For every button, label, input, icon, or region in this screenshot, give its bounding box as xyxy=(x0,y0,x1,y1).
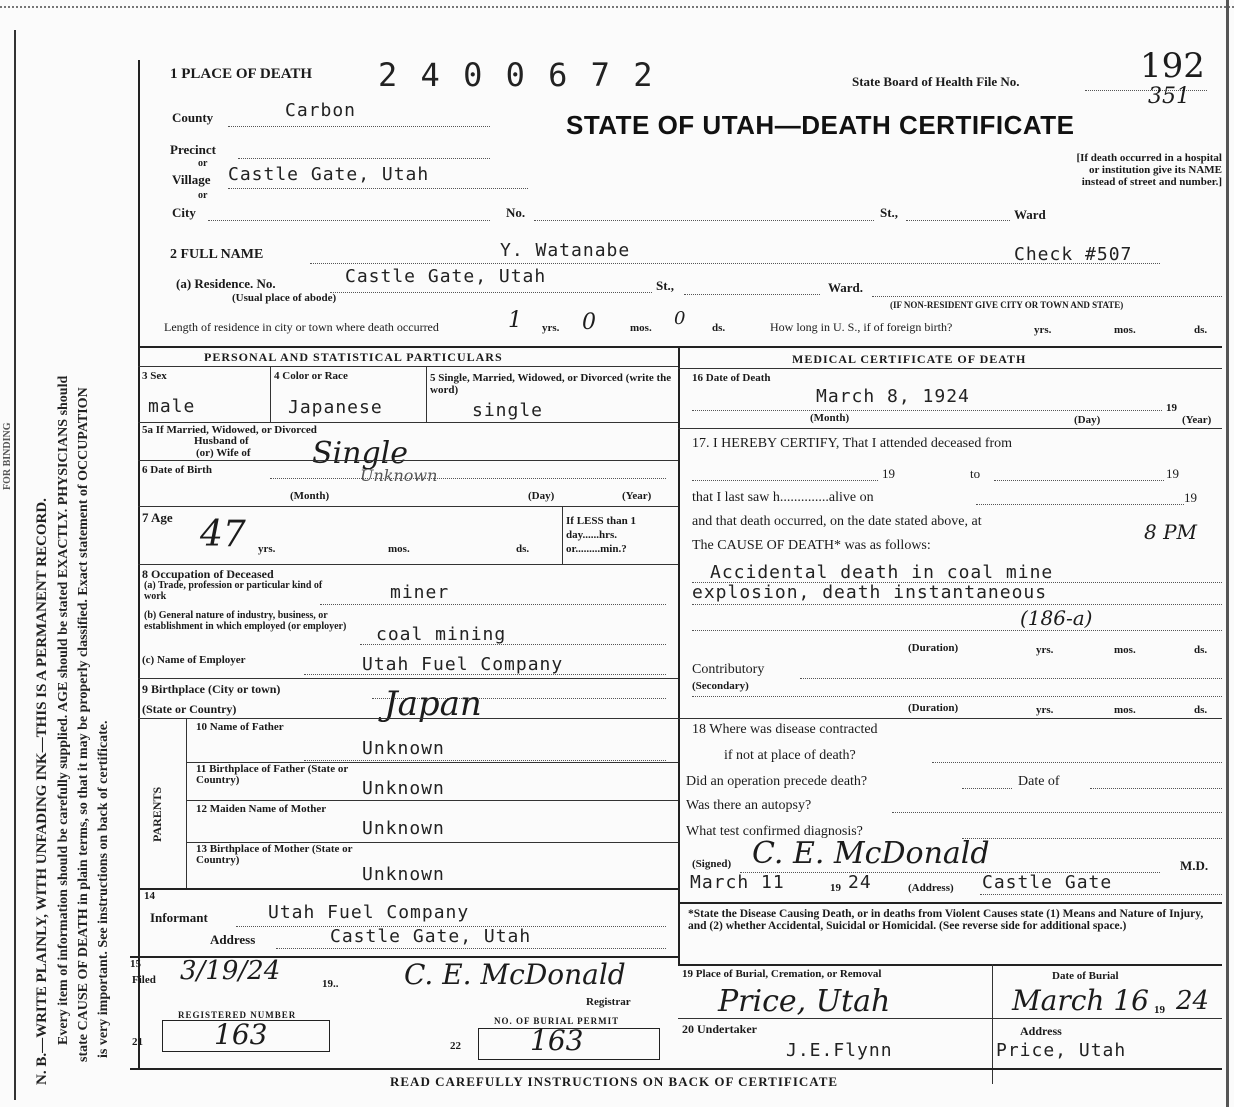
city-line xyxy=(208,220,490,221)
how-long-us-label: How long in U. S., if of foreign birth? xyxy=(770,320,953,334)
duration-mos-1: mos. xyxy=(1114,644,1136,656)
undertaker-value: J.E.Flynn xyxy=(786,1040,893,1061)
dob-value: Unknown xyxy=(360,466,438,485)
dod-year-label: (Year) xyxy=(1182,414,1212,426)
row11-rule xyxy=(186,800,678,801)
informant-address-line xyxy=(276,948,666,949)
filed-19-label: 19.. xyxy=(322,978,339,990)
burial-date-year: 24 xyxy=(1176,986,1210,1016)
length-mos-label: mos. xyxy=(630,322,652,334)
file-no-value-2: 351 xyxy=(1148,84,1190,109)
footer-rule xyxy=(130,1068,1222,1070)
length-mos-value: 0 xyxy=(582,310,596,335)
age-yrs-label: yrs. xyxy=(258,543,276,555)
city-label: City xyxy=(172,205,196,220)
certify-to-line xyxy=(994,480,1164,481)
signed-date: March 11 xyxy=(690,872,785,893)
duration-ds-2: ds. xyxy=(1194,704,1208,716)
file-no-label: State Board of Health File No. xyxy=(852,74,1020,89)
violent-causes-footnote: *State the Disease Causing Death, or in deaths from Violent Causes state (1) Means and Nature of Injury, and (2) whether Accidental, Suicidal or Homicidal. (See reverse side for additional space.) xyxy=(688,908,1204,932)
us-ds-label: ds. xyxy=(1194,324,1208,336)
industry-value: coal mining xyxy=(376,624,507,645)
secondary-label: (Secondary) xyxy=(692,680,749,692)
footer-instructions: READ CAREFULLY INSTRUCTIONS ON BACK OF CERTIFICATE xyxy=(390,1074,839,1089)
county-line xyxy=(228,126,490,127)
burial-place-label: 19 Place of Burial, Cremation, or Removal xyxy=(682,968,882,980)
date-of-death-label: 16 Date of Death xyxy=(692,372,771,384)
row8-rule xyxy=(138,678,678,679)
file-no-value: 192 xyxy=(1140,46,1205,86)
autopsy-line xyxy=(892,812,1222,813)
personal-section-title: PERSONAL AND STATISTICAL PARTICULARS xyxy=(204,350,503,364)
grid-left-rule xyxy=(138,60,140,1070)
precinct-line xyxy=(238,158,490,159)
father-value: Unknown xyxy=(362,738,445,759)
trade-label: (a) Trade, profession or particular kind of work xyxy=(144,580,323,602)
burial-place-value: Price, Utah xyxy=(718,984,891,1019)
length-yrs-label: yrs. xyxy=(542,322,560,334)
parents-label: PARENTS xyxy=(150,786,164,842)
row3-rule xyxy=(138,422,678,423)
row6-rule xyxy=(138,506,678,507)
no-line xyxy=(534,220,874,221)
race-value: Japanese xyxy=(288,397,383,418)
signed-19: 19 xyxy=(830,882,841,894)
residence-ward-label: Ward. xyxy=(828,280,864,295)
mother-label: 12 Maiden Name of Mother xyxy=(196,803,327,815)
md-label: M.D. xyxy=(1180,858,1209,873)
ward-label: Ward xyxy=(1014,207,1046,222)
residence-value: Castle Gate, Utah xyxy=(345,266,547,287)
place-of-death-label: 1 PLACE OF DEATH xyxy=(170,66,313,82)
row7-rule xyxy=(138,564,678,565)
duration-ds-1: ds. xyxy=(1194,644,1208,656)
medical-row16-rule xyxy=(678,428,1222,429)
length-ds-label: ds. xyxy=(712,322,726,334)
length-of-residence-label: Length of residence in city or town where death occurred xyxy=(164,320,439,334)
county-label: County xyxy=(172,110,214,125)
grid-top-rule xyxy=(138,346,1222,348)
burial-permit-value: 163 xyxy=(530,1024,584,1057)
side-note-2: Every item of information should be carefully supplied. AGE should be stated EXACTLY. PHYSICIANS should xyxy=(56,375,71,1045)
signed-address: Castle Gate xyxy=(982,872,1113,893)
item-22-number: 22 xyxy=(450,1040,461,1052)
signed-address-line xyxy=(980,894,1222,895)
registered-number-label: REGISTERED NUMBER xyxy=(178,1010,297,1020)
test-line xyxy=(962,838,1222,839)
duration-mos-2: mos. xyxy=(1114,704,1136,716)
dob-label: 6 Date of Birth xyxy=(142,464,212,476)
father-birthplace-value: Unknown xyxy=(362,778,445,799)
date-of-label: Date of xyxy=(1018,774,1060,789)
employer-value: Utah Fuel Company xyxy=(362,654,564,675)
spouse-label-1: 5a If Married, Widowed, or Divorced xyxy=(142,424,317,436)
certify-19b: 19 xyxy=(1166,466,1179,481)
test-question: What test confirmed diagnosis? xyxy=(686,824,863,839)
binding-note: FOR BINDING xyxy=(2,422,13,490)
q18-label-a: 18 Where was disease contracted xyxy=(692,722,878,737)
certificate-title: STATE OF UTAH—DEATH CERTIFICATE xyxy=(566,110,1075,140)
age-less-divider xyxy=(562,506,563,564)
undertaker-label: 20 Undertaker xyxy=(682,1022,757,1036)
age-label: 7 Age xyxy=(142,510,173,525)
cause-code: (186-a) xyxy=(1020,606,1093,630)
side-note-3: state CAUSE OF DEATH in plain terms, so that it may be properly classified. Exact statement of OCCUPATION xyxy=(76,387,91,1062)
or-label-2: or xyxy=(198,190,208,201)
residence-label: (a) Residence. No. xyxy=(176,276,276,291)
last-saw-line xyxy=(976,504,1184,505)
father-label: 10 Name of Father xyxy=(196,721,284,733)
row9-rule xyxy=(138,718,678,719)
side-note-4: is very important. See instructions on back of certificate. xyxy=(96,720,111,1058)
dod-19-label: 19 xyxy=(1166,402,1177,414)
marital-value: single xyxy=(472,400,544,421)
burial-date-value: March 16 xyxy=(1012,984,1149,1017)
item-21-number: 21 xyxy=(132,1036,143,1048)
precinct-label: Precinct xyxy=(170,142,216,157)
village-line xyxy=(228,188,528,189)
row5a-rule xyxy=(138,460,678,461)
spouse-value: Single xyxy=(312,436,409,471)
marital-label: 5 Single, Married, Widowed, or Divorced (write the word) xyxy=(430,372,672,396)
no-label: No. xyxy=(506,205,526,220)
residence-ward-line xyxy=(872,296,1222,297)
burial-divider xyxy=(992,964,993,1084)
trade-value: miner xyxy=(390,582,450,603)
length-ds-value: 0 xyxy=(674,308,686,329)
top-scan-edge xyxy=(0,6,1234,8)
cause-line-3-rule xyxy=(692,630,1222,631)
filed-value: 3/19/24 xyxy=(180,956,281,986)
cause-of-death-label: The CAUSE OF DEATH* was as follows: xyxy=(692,538,931,553)
operation-question: Did an operation precede death? xyxy=(686,774,868,789)
certificate-number: 2 4 0 0 6 7 2 xyxy=(378,56,655,94)
village-label: Village xyxy=(172,172,211,187)
birthplace-state-label: (State or Country) xyxy=(142,702,237,716)
q18-line xyxy=(932,762,1222,763)
usual-place-note: (Usual place of abode) xyxy=(232,292,337,304)
contributory-label: Contributory xyxy=(692,662,765,677)
certify-from-line xyxy=(692,480,878,481)
cause-line-1: Accidental death in coal mine xyxy=(710,562,1054,583)
age-value: 47 xyxy=(200,514,246,555)
date-of-line xyxy=(1090,788,1222,789)
county-value: Carbon xyxy=(285,100,357,121)
or-label-1: or xyxy=(198,158,208,169)
certify-statement: 17. I HEREBY CERTIFY, That I attended deceased from xyxy=(692,436,1013,451)
duration-label-2: (Duration) xyxy=(908,702,959,714)
side-note-1: N. B.—WRITE PLAINLY, WITH UNFADING INK—THIS IS A PERMANENT RECORD. xyxy=(34,498,50,1085)
medical-signed-rule xyxy=(678,902,1222,904)
dob-year-label: (Year) xyxy=(622,490,652,502)
father-line xyxy=(304,760,666,761)
st-label: St., xyxy=(880,205,899,220)
check-number: Check #507 xyxy=(1014,244,1133,265)
dob-line xyxy=(270,478,666,479)
left-margin-rule xyxy=(14,30,16,1100)
left-header-rule xyxy=(138,366,678,367)
informant-value: Utah Fuel Company xyxy=(268,902,470,923)
signed-label: (Signed) xyxy=(692,858,732,870)
signed-year: 24 xyxy=(848,872,872,893)
age-mos-label: mos. xyxy=(388,543,410,555)
informant-address-label: Address xyxy=(210,932,256,947)
sex-value: male xyxy=(148,396,196,417)
contributory-line-2 xyxy=(692,696,1222,697)
contributory-line xyxy=(800,678,1222,679)
residence-line xyxy=(330,292,652,293)
q18-label-b: if not at place of death? xyxy=(724,748,856,763)
employer-label: (c) Name of Employer xyxy=(142,654,246,666)
dob-month-label: (Month) xyxy=(290,490,330,502)
dod-day-label: (Day) xyxy=(1074,414,1101,426)
race-marital-divider xyxy=(426,366,427,422)
registrar-signature: C. E. McDonald xyxy=(404,958,626,991)
cause-line-2-rule xyxy=(692,604,1222,605)
residence-st-label: St., xyxy=(656,278,675,293)
parents-divider xyxy=(186,718,187,888)
mother-birthplace-label: 13 Birthplace of Mother (State or Country) xyxy=(196,843,353,866)
last-saw-label: that I last saw h..............alive on xyxy=(692,490,874,505)
date-of-death-value: March 8, 1924 xyxy=(816,386,970,407)
physician-signature: C. E. McDonald xyxy=(752,836,990,871)
village-value: Castle Gate, Utah xyxy=(228,164,430,185)
row13-rule xyxy=(138,888,678,890)
last-saw-19: 19 xyxy=(1184,490,1197,505)
occurred-label: and that death occurred, on the date stated above, at xyxy=(692,514,982,529)
item-15-number: 15 xyxy=(130,958,141,970)
duration-yrs-1: yrs. xyxy=(1036,644,1054,656)
dod-month-label: (Month) xyxy=(810,412,850,424)
medical-section-title: MEDICAL CERTIFICATE OF DEATH xyxy=(792,352,1027,366)
medical-row17-rule xyxy=(678,718,1222,719)
undertaker-address-label: Address xyxy=(1020,1024,1062,1038)
burial-date-label: Date of Burial xyxy=(1052,970,1119,982)
duration-yrs-2: yrs. xyxy=(1036,704,1054,716)
hospital-note: [If death occurred in a hospital or institution give its NAME instead of street and number.] xyxy=(1076,152,1222,188)
time-of-death: 8 PM xyxy=(1144,520,1198,544)
spouse-label-3: (or) Wife of xyxy=(196,447,251,459)
st-line xyxy=(906,220,1010,221)
undertaker-address-value: Price, Utah xyxy=(996,1040,1127,1061)
mother-value: Unknown xyxy=(362,818,445,839)
date-of-death-line xyxy=(692,410,1162,411)
occupation-label: 8 Occupation of Deceased xyxy=(142,567,274,581)
less-than-note: If LESS than 1 day......hrs. or.........min.? xyxy=(566,515,637,555)
burial-date-19: 19 xyxy=(1154,1004,1165,1016)
medical-bottom-rule xyxy=(678,964,1222,966)
right-scan-edge xyxy=(1226,0,1229,1107)
right-header-rule xyxy=(678,368,1222,369)
us-yrs-label: yrs. xyxy=(1034,324,1052,336)
duration-label-1: (Duration) xyxy=(908,642,959,654)
autopsy-question: Was there an autopsy? xyxy=(686,798,812,813)
full-name-label: 2 FULL NAME xyxy=(170,247,264,262)
birthplace-label: 9 Birthplace (City or town) xyxy=(142,682,281,696)
informant-address-value: Castle Gate, Utah xyxy=(330,926,532,947)
trade-line xyxy=(320,604,666,605)
registrar-label: Registrar xyxy=(586,996,631,1008)
sex-label: 3 Sex xyxy=(142,370,167,382)
sex-race-divider xyxy=(270,366,271,422)
industry-label: (b) General nature of industry, business, or establishment in which employed (or employer) xyxy=(144,610,347,632)
spouse-label-2: Husband of xyxy=(194,435,249,447)
operation-line xyxy=(962,788,1012,789)
burial-permit-label: NO. OF BURIAL PERMIT xyxy=(494,1016,620,1026)
registered-number-value: 163 xyxy=(214,1018,268,1051)
full-name-value: Y. Watanabe xyxy=(500,240,631,261)
residence-st-line xyxy=(684,294,820,295)
signed-address-label: (Address) xyxy=(908,882,954,894)
certify-19a: 19 xyxy=(882,466,895,481)
nonresident-note: (IF NON-RESIDENT GIVE CITY OR TOWN AND STATE) xyxy=(890,300,1124,310)
item-14-number: 14 xyxy=(144,890,155,902)
grid-center-rule xyxy=(678,346,680,966)
birthplace-value: Japan xyxy=(384,684,482,724)
cause-line-2: explosion, death instantaneous xyxy=(692,582,1048,603)
filed-label: Filed xyxy=(132,974,156,986)
mother-birthplace-value: Unknown xyxy=(362,864,445,885)
father-birthplace-label: 11 Birthplace of Father (State or Country) xyxy=(196,763,349,786)
length-yrs-value: 1 xyxy=(508,308,522,333)
us-mos-label: mos. xyxy=(1114,324,1136,336)
certify-to: to xyxy=(970,466,981,481)
age-ds-label: ds. xyxy=(516,543,530,555)
race-label: 4 Color or Race xyxy=(274,370,348,382)
dob-day-label: (Day) xyxy=(528,490,555,502)
informant-label: Informant xyxy=(150,910,208,925)
burial-row-rule xyxy=(678,1018,1222,1019)
